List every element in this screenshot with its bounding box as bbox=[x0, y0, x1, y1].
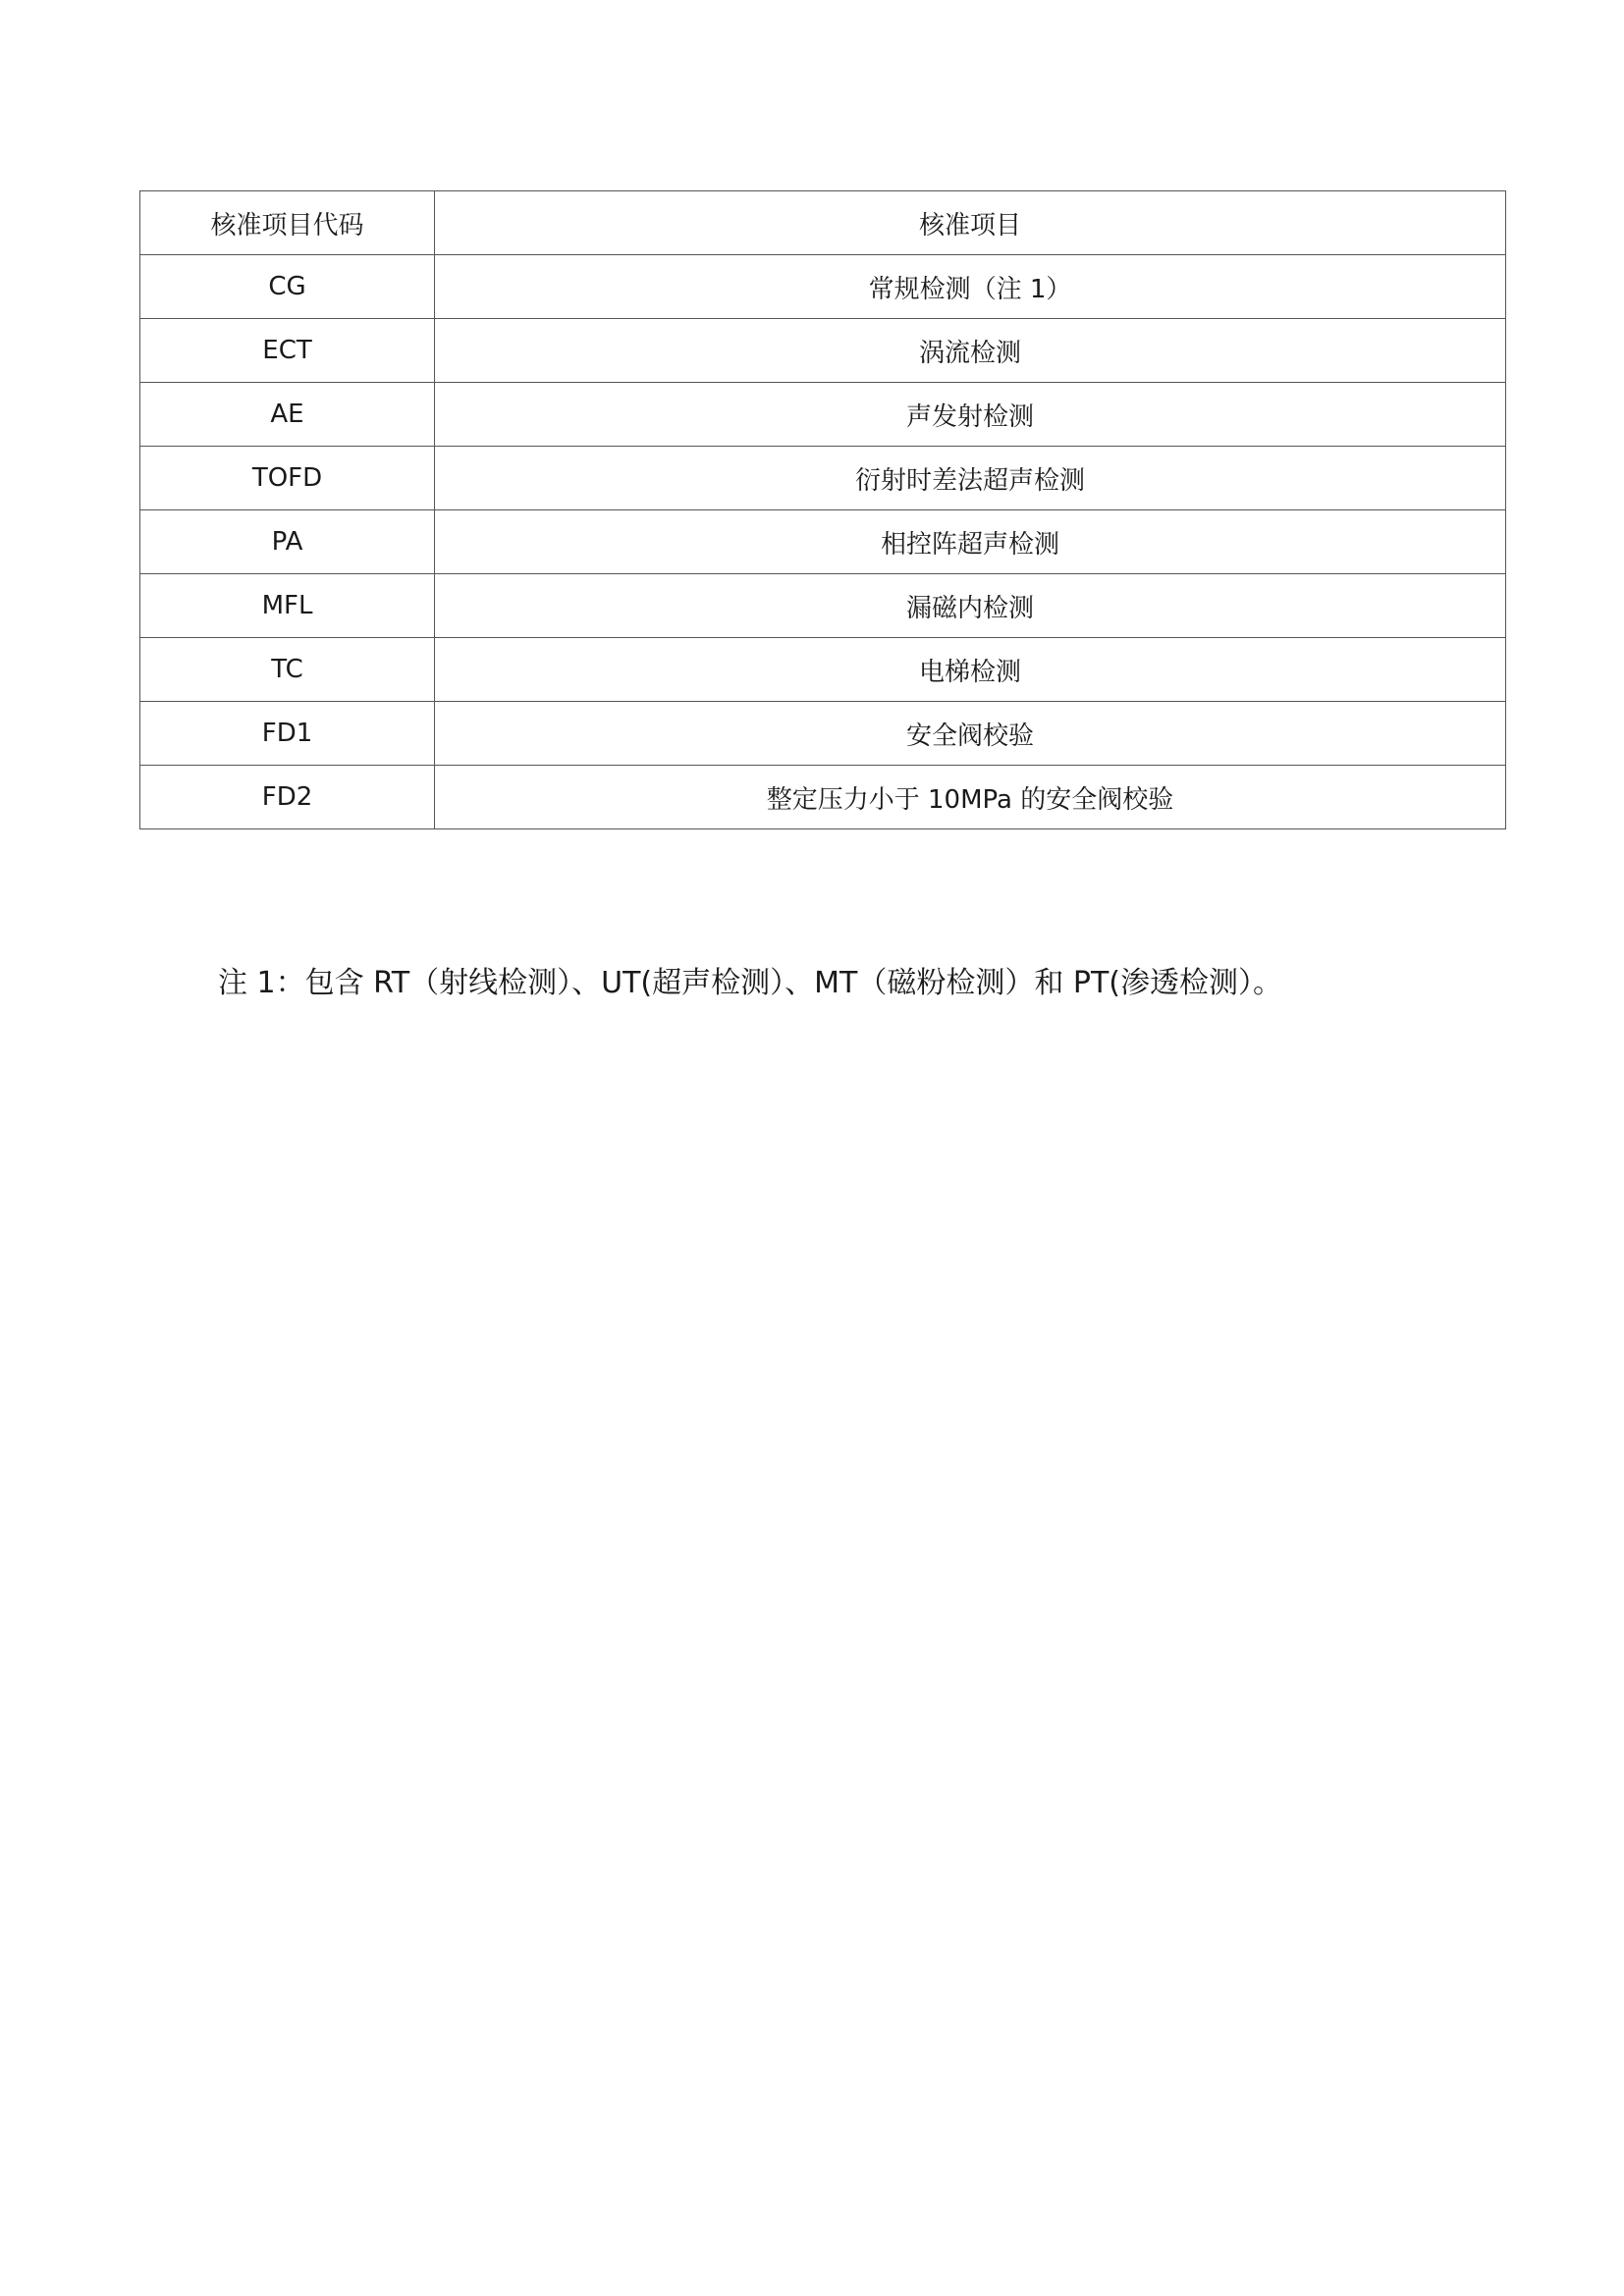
item-name-cell: 整定压力小于 10MPa 的安全阀校验 bbox=[435, 766, 1506, 829]
item-name-cell: 声发射检测 bbox=[435, 383, 1506, 447]
table-row bbox=[140, 702, 1506, 766]
item-name-cell: 常规检测（注 1） bbox=[435, 255, 1506, 319]
item-code-cell: CG bbox=[140, 255, 435, 319]
item-name-cell: 相控阵超声检测 bbox=[435, 510, 1506, 574]
header-item-code: 核准项目代码 bbox=[140, 191, 435, 255]
item-name-cell: 安全阀校验 bbox=[435, 702, 1506, 766]
item-code-cell: PA bbox=[140, 510, 435, 574]
item-name-cell: 涡流检测 bbox=[435, 319, 1506, 383]
item-code-cell: AE bbox=[140, 383, 435, 447]
table-row bbox=[140, 447, 1506, 510]
table-row bbox=[140, 638, 1506, 702]
item-code-cell: ECT bbox=[140, 319, 435, 383]
item-code-cell: MFL bbox=[140, 574, 435, 638]
item-name-cell: 漏磁内检测 bbox=[435, 574, 1506, 638]
item-name-cell: 电梯检测 bbox=[435, 638, 1506, 702]
item-code-cell: TOFD bbox=[140, 447, 435, 510]
table-row bbox=[140, 255, 1506, 319]
table-header-row bbox=[140, 191, 1506, 255]
table-row bbox=[140, 383, 1506, 447]
table-row bbox=[140, 766, 1506, 829]
item-name-cell: 衍射时差法超声检测 bbox=[435, 447, 1506, 510]
item-code-cell: FD1 bbox=[140, 702, 435, 766]
footnote: 注 1：包含 RT（射线检测）、UT(超声检测）、MT（磁粉检测）和 PT(渗透检测）。 bbox=[218, 966, 1282, 1000]
table-row bbox=[140, 510, 1506, 574]
item-code-cell: TC bbox=[140, 638, 435, 702]
table-row bbox=[140, 319, 1506, 383]
certification-items-table bbox=[139, 190, 1506, 829]
item-code-cell: FD2 bbox=[140, 766, 435, 829]
header-item-name: 核准项目 bbox=[435, 191, 1506, 255]
table-row bbox=[140, 574, 1506, 638]
